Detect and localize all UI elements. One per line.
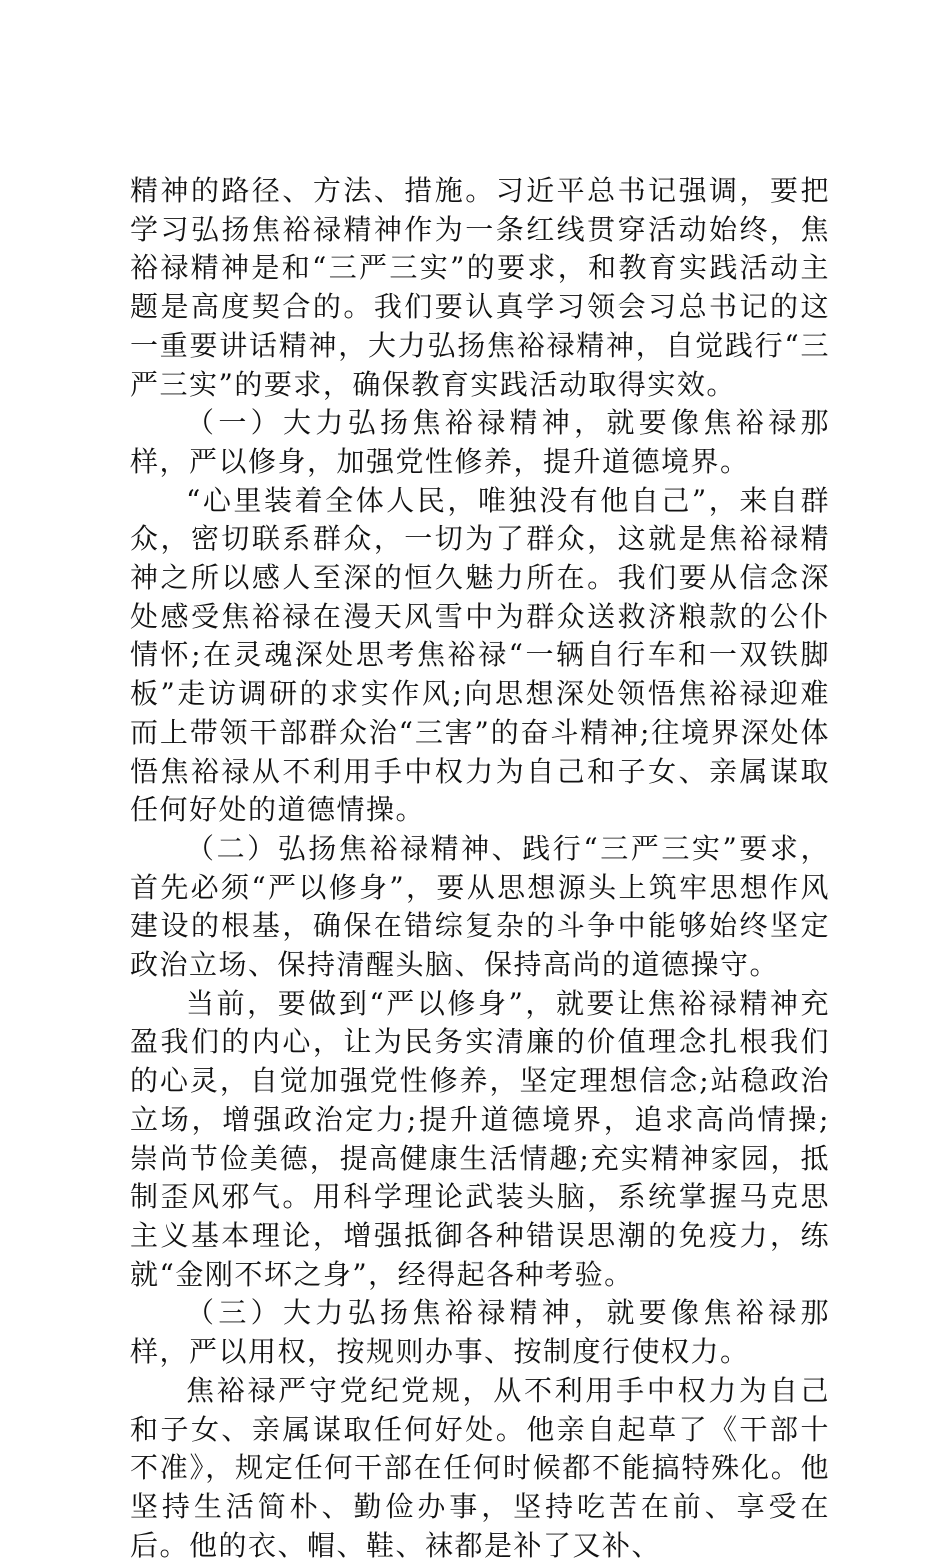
- heading-section-1: （一）大力弘扬焦裕禄精神，就要像焦裕禄那样，严以修身，加强党性修养，提升道德境界。: [130, 406, 830, 478]
- paragraph-section-3-body: 焦裕禄严守党纪党规，从不利用手中权力为自己和子女、亲属谋取任何好处。他亲自起草了《干部十不准》，规定任何干部在任何时候都不能搞特殊化。他坚持生活简朴、勤俭办事，坚持吃苦在前、享受在后。他的衣、帽、鞋、袜都是补了又补、: [130, 1373, 830, 1562]
- paragraph-section-1-body: “心里装着全体人民，唯独没有他自己”，来自群众，密切联系群众，一切为了群众，这就是焦裕禄精神之所以感人至深的恒久魅力所在。我们要从信念深处感受焦裕禄在漫天风雪中为群众送救济粮款的公仆情怀;在灵魂深处思考焦裕禄“一辆自行车和一双铁脚板”走访调研的求实作风;向思想深处领悟焦裕禄迎难而上带领干部群众治“三害”的奋斗精神;往境界深处体悟焦裕禄从不利用手中权力为自己和子女、亲属谋取任何好处的道德情操。: [130, 483, 830, 827]
- paragraph-section-2-body: 当前，要做到“严以修身”，就要让焦裕禄精神充盈我们的内心，让为民务实清廉的价值理念扎根我们的心灵，自觉加强党性修养，坚定理想信念;站稳政治立场，增强政治定力;提升道德境界，追求高尚情操;崇尚节俭美德，提高健康生活情趣;充实精神家园，抵制歪风邪气。用科学理论武装头脑，系统掌握马克思主义基本理论，增强抵御各种错误思潮的免疫力，练就“金刚不坏之身”，经得起各种考验。: [130, 986, 830, 1291]
- heading-section-3: （三）大力弘扬焦裕禄精神，就要像焦裕禄那样，严以用权，按规则办事、按制度行使权力。: [130, 1296, 830, 1369]
- document-body: [130, 172, 830, 1565]
- heading-section-2: （二）弘扬焦裕禄精神、践行“三严三实”要求，首先必须“严以修身”，要从思想源头上筑牢思想作风建设的根基，确保在错综复杂的斗争中能够始终坚定政治立场、保持清醒头脑、保持高尚的道德操守。: [130, 831, 830, 982]
- paragraph-intro: 精神的路径、方法、措施。习近平总书记强调，要把学习弘扬焦裕禄精神作为一条红线贯穿活动始终，焦裕禄精神是和“三严三实”的要求，和教育实践活动主题是高度契合的。我们要认真学习领会习总书记的这一重要讲话精神，大力弘扬焦裕禄精神，自觉践行“三严三实”的要求，确保教育实践活动取得实效。: [130, 174, 830, 401]
